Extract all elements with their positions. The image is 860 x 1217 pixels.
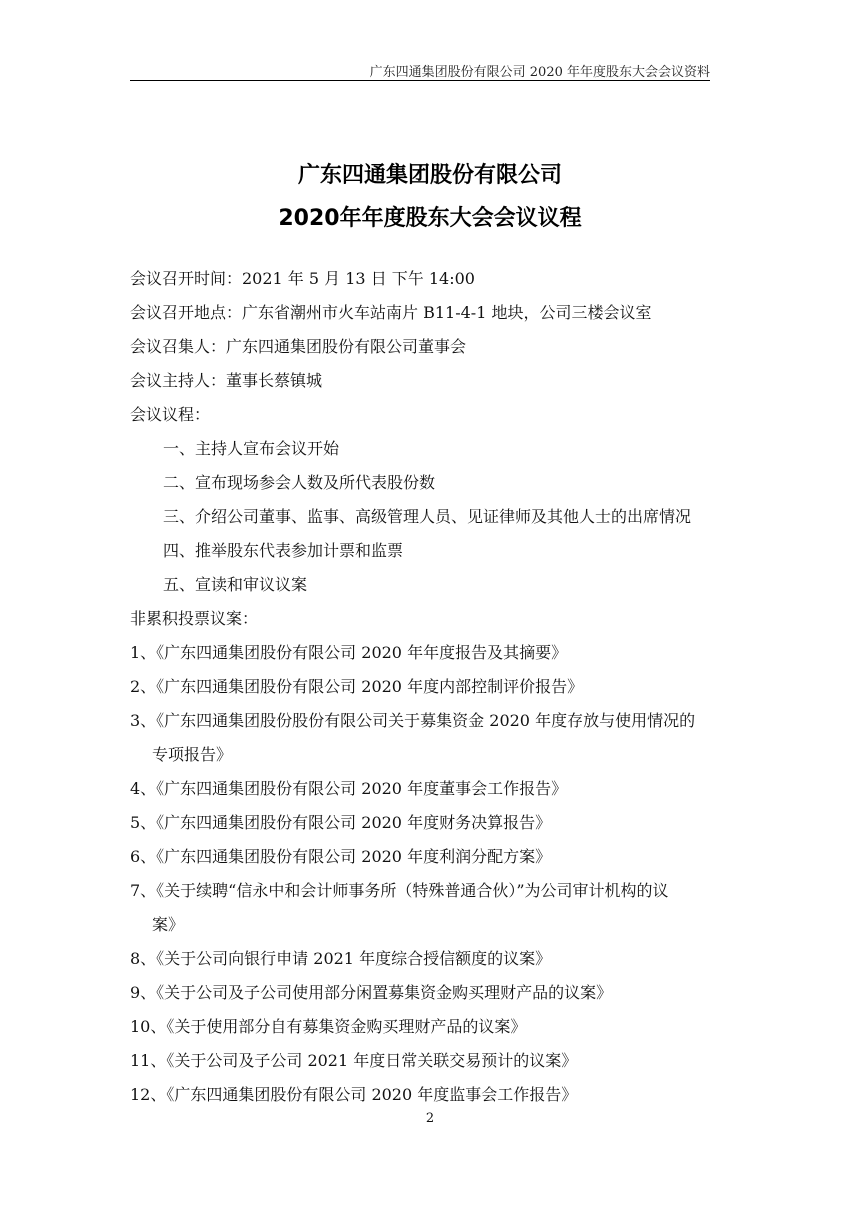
agenda-item: 五、宣读和审议议案 bbox=[163, 575, 308, 594]
proposal-item-continuation: 专项报告》 bbox=[152, 745, 233, 764]
proposal-item: 4、《广东四通集团股份有限公司 2020 年度董事会工作报告》 bbox=[130, 779, 568, 798]
proposal-item: 8、《关于公司向银行申请 2021 年度综合授信额度的议案》 bbox=[130, 949, 552, 968]
proposal-item: 2、《广东四通集团股份有限公司 2020 年度内部控制评价报告》 bbox=[130, 677, 584, 696]
document-body bbox=[130, 262, 740, 1112]
proposal-item: 5、《广东四通集团股份有限公司 2020 年度财务决算报告》 bbox=[130, 813, 552, 832]
proposal-item: 6、《广东四通集团股份有限公司 2020 年度利润分配方案》 bbox=[130, 847, 552, 866]
page-number: 2 bbox=[425, 1111, 435, 1126]
agenda-item: 二、宣布现场参会人数及所代表股份数 bbox=[163, 473, 436, 492]
document-title-company: 广东四通集团股份有限公司 bbox=[297, 163, 562, 188]
proposals-label: 非累积投票议案： bbox=[130, 609, 259, 628]
meeting-time: 会议召开时间：2021 年 5 月 13 日 下午 14:00 bbox=[130, 269, 475, 288]
agenda-item: 四、推举股东代表参加计票和监票 bbox=[163, 541, 404, 560]
running-header: 广东四通集团股份有限公司 2020 年年度股东大会会议资料 bbox=[369, 65, 710, 80]
agenda-item: 三、介绍公司董事、监事、高级管理人员、见证律师及其他人士的出席情况 bbox=[163, 507, 692, 526]
agenda-label: 会议议程： bbox=[130, 405, 211, 424]
proposal-item: 3、《广东四通集团股份股份有限公司关于募集资金 2020 年度存放与使用情况的 bbox=[130, 711, 696, 730]
proposal-item: 9、《关于公司及子公司使用部分闲置募集资金购买理财产品的议案》 bbox=[130, 983, 613, 1002]
meeting-host: 会议主持人：董事长蔡镇城 bbox=[130, 371, 323, 390]
proposal-item: 11、《关于公司及子公司 2021 年度日常关联交易预计的议案》 bbox=[130, 1051, 578, 1070]
proposal-item: 1、《广东四通集团股份有限公司 2020 年年度报告及其摘要》 bbox=[130, 643, 568, 662]
agenda-item: 一、主持人宣布会议开始 bbox=[163, 439, 340, 458]
meeting-place: 会议召开地点：广东省潮州市火车站南片 B11-4-1 地块，公司三楼会议室 bbox=[130, 303, 652, 322]
document-title-agenda: 2020年年度股东大会会议议程 bbox=[278, 206, 582, 231]
header-rule bbox=[130, 80, 710, 81]
proposal-item: 7、《关于续聘“信永中和会计师事务所（特殊普通合伙）”为公司审计机构的议 bbox=[130, 881, 669, 900]
proposal-item-continuation: 案》 bbox=[152, 915, 185, 934]
meeting-convener: 会议召集人：广东四通集团股份有限公司董事会 bbox=[130, 337, 467, 356]
proposal-item: 12、《广东四通集团股份有限公司 2020 年度监事会工作报告》 bbox=[130, 1085, 578, 1104]
proposal-item: 10、《关于使用部分自有募集资金购买理财产品的议案》 bbox=[130, 1017, 527, 1036]
